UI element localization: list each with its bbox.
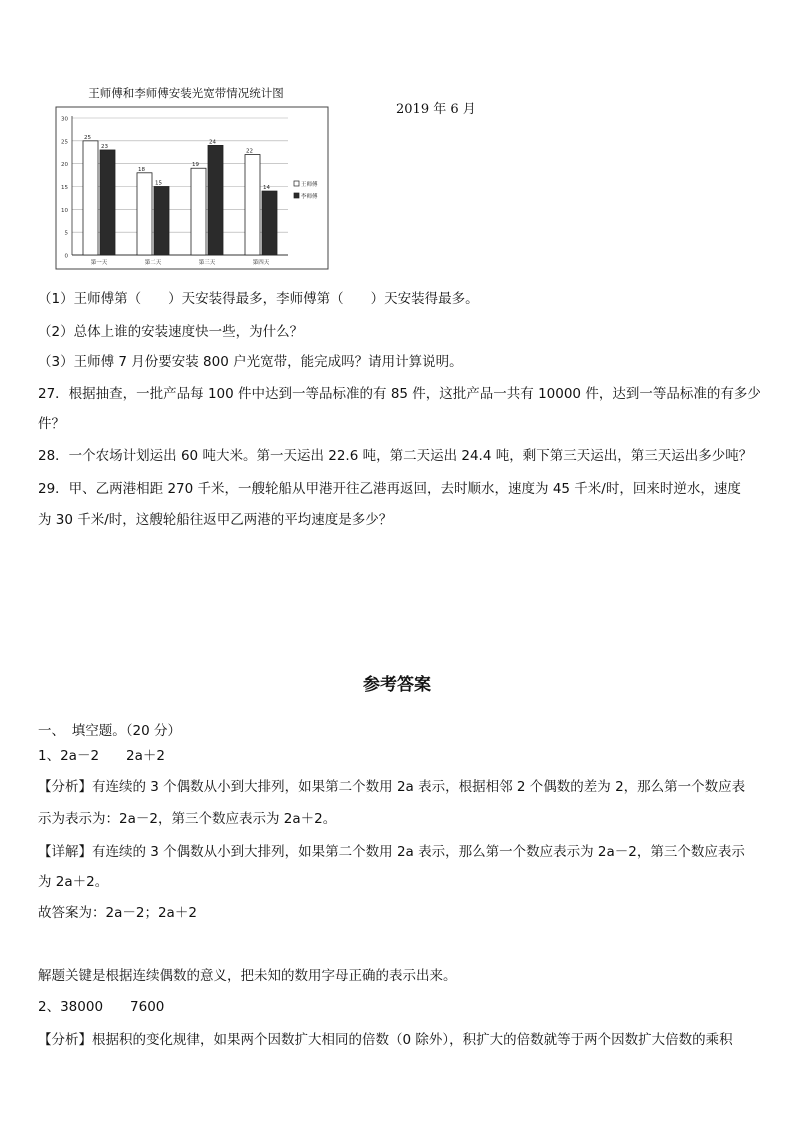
y-tick-label: 30 [61,116,68,123]
legend-label: 王师傅 [301,182,318,188]
bar-li [154,187,169,256]
data-label: 14 [263,185,270,192]
chart-title: 王师傅和李师傅安装光宽带情况统计图 [88,86,284,100]
answer-1-detail-line2: 为 2a＋2。 [38,874,109,890]
data-label: 15 [155,180,162,187]
answers-heading: 参考答案 [363,675,431,695]
answer-1: 1、2a－2 2a＋2 [38,748,165,764]
answer-2: 2、38000 7600 [38,999,165,1015]
answer-1-detail-line1: 【详解】有连续的 3 个偶数从小到大排列，如果第二个数用 2a 表示，那么第一个数应表示为 2a－2，第三个数应表示 [38,844,745,860]
bar-wang [191,168,206,255]
answer-2-analysis: 【分析】根据积的变化规律，如果两个因数扩大相同的倍数（0 除外），积扩大的倍数就等于两个因数扩大倍数的乘积 [38,1032,733,1048]
data-label: 18 [138,166,145,173]
answer-1-final: 故答案为：2a－2；2a＋2 [38,905,197,921]
answer-1-analysis-line2: 示为表示为：2a－2，第三个数应表示为 2a＋2。 [38,811,337,827]
x-tick-label: 第一天 [90,260,108,266]
data-label: 22 [246,148,253,155]
question-28: 28．一个农场计划运出 60 吨大米。第一天运出 22.6 吨，第二天运出 24.4 吨，剩下第三天运出，第三天运出多少吨？ [38,448,753,464]
legend-swatch [294,181,299,186]
x-tick-label: 第三天 [198,260,216,266]
data-label: 19 [192,162,199,169]
answer-1-analysis-line1: 【分析】有连续的 3 个偶数从小到大排列，如果第二个数用 2a 表示，根据相邻 2 个偶数的差为 2，那么第一个数应表 [38,779,746,795]
legend-label: 李师傅 [301,194,318,200]
bar-li [262,191,277,255]
bar-wang [137,173,152,255]
question-27-line2: 件？ [38,416,65,432]
answer-1-key-point: 解题关键是根据连续偶数的意义，把未知的数用字母正确的表示出来。 [38,968,457,984]
legend-swatch [294,193,299,198]
question-29-line1: 29．甲、乙两港相距 270 千米，一艘轮船从甲港开往乙港再返回，去时顺水，速度为 45 千米/时，回来时逆水，速度 [38,481,741,497]
chart-date: 2019 年 6 月 [396,102,476,117]
question-2: （2）总体上谁的安装速度快一些，为什么？ [38,324,304,340]
bar-li [208,145,223,255]
x-tick-label: 第二天 [144,260,162,266]
y-tick-label: 10 [61,207,68,214]
data-label: 25 [84,134,91,141]
x-tick-label: 第四天 [252,260,270,266]
data-label: 24 [209,139,216,146]
data-label: 23 [101,143,108,150]
bar-chart [52,80,332,272]
bar-wang [83,141,98,255]
bar-li [100,150,115,255]
question-1: （1）王师傅第（ ）天安装得最多，李师傅第（ ）天安装得最多。 [38,291,479,307]
question-29-line2: 为 30 千米/时，这艘轮船往返甲乙两港的平均速度是多少？ [38,512,393,528]
section-1-heading: 一、 填空题。（20 分） [38,723,181,739]
question-3: （3）王师傅 7 月份要安装 800 户光宽带，能完成吗？请用计算说明。 [38,354,463,370]
y-tick-label: 15 [61,185,68,191]
y-tick-label: 5 [64,230,68,237]
bar-wang [245,155,260,255]
y-tick-label: 0 [64,253,68,260]
y-tick-label: 25 [61,139,68,146]
question-27-line1: 27．根据抽查，一批产品每 100 件中达到一等品标准的有 85 件，这批产品一共有 10000 件，达到一等品标准的有多少 [38,386,761,402]
y-tick-label: 20 [61,162,68,169]
